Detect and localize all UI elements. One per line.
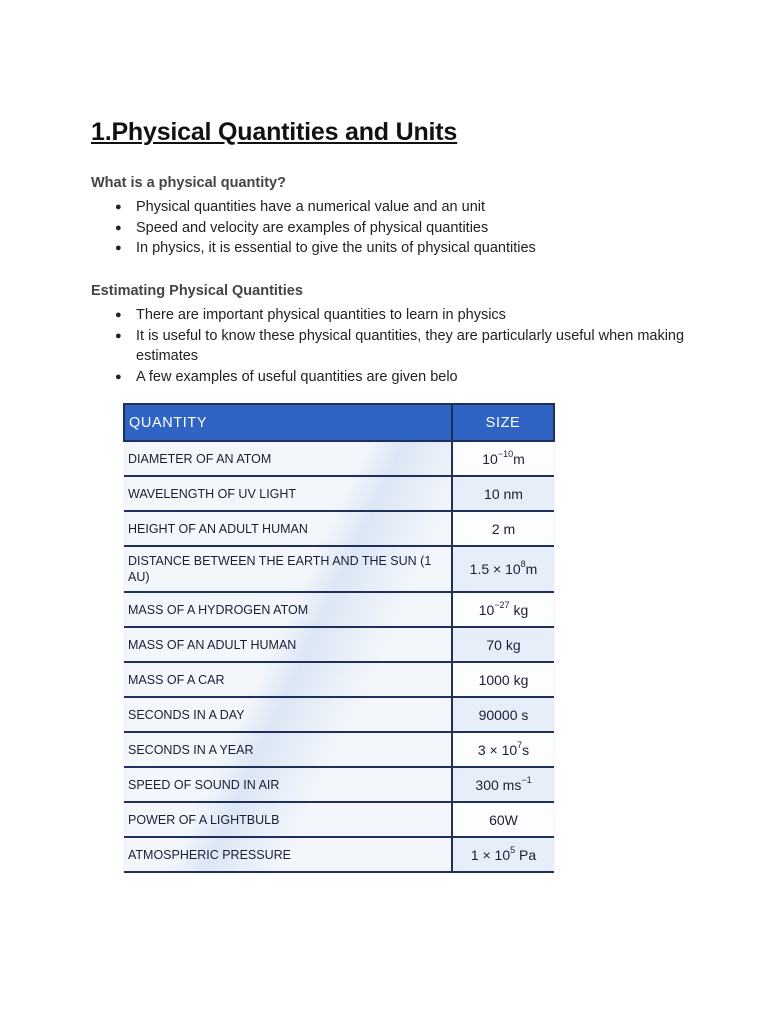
table-header-row — [124, 404, 554, 441]
cell-size — [452, 441, 554, 476]
table-row — [124, 802, 554, 837]
list-item — [91, 218, 691, 239]
table-row — [124, 627, 554, 662]
table-row — [124, 476, 554, 511]
cell-quantity: POWER OF A LIGHTBULB — [124, 802, 452, 837]
size-exponent: 8 — [520, 559, 526, 569]
cell-quantity: ATMOSPHERIC PRESSURE — [124, 837, 452, 872]
bullet-icon: ● — [115, 201, 122, 213]
size-exponent: 7 — [517, 739, 523, 750]
cell-quantity: WAVELENGTH OF UV LIGHT — [124, 476, 452, 511]
size-base: 2 m — [491, 520, 516, 537]
cell-size — [452, 662, 554, 697]
list-item — [91, 367, 691, 388]
size-unit: m — [513, 450, 525, 467]
section-heading-estimating: Estimating Physical Quantities — [91, 283, 303, 299]
size-exponent: −10 — [497, 448, 514, 459]
cell-quantity: SPEED OF SOUND IN AIR — [124, 767, 452, 802]
cell-quantity: MASS OF A CAR — [124, 662, 452, 697]
table-row — [124, 767, 554, 802]
size-unit: kg — [509, 601, 529, 618]
list-item-text: It is useful to know these physical quantities, they are particularly useful when making estimates — [136, 327, 685, 364]
list-item — [91, 238, 691, 259]
list-item — [91, 305, 691, 326]
list-item-text: In physics, it is essential to give the units of physical quantities — [136, 240, 536, 256]
size-base: 300 ms — [475, 776, 522, 793]
size-base: 1000 kg — [478, 671, 529, 688]
table-row — [124, 837, 554, 872]
bullet-icon: ● — [115, 309, 122, 321]
table-row — [124, 732, 554, 767]
list-item-text: Physical quantities have a numerical value and an unit — [136, 199, 486, 215]
size-base: 10 — [482, 450, 498, 467]
cell-size — [452, 732, 554, 767]
size-base: 1.5 × 10 — [469, 561, 521, 577]
cell-size — [452, 627, 554, 662]
size-base: 10 — [478, 601, 495, 618]
list-item — [91, 197, 691, 218]
cell-size — [452, 592, 554, 627]
size-unit: s — [522, 741, 530, 758]
size-base: 70 kg — [486, 636, 521, 653]
cell-quantity: SECONDS IN A YEAR — [124, 732, 452, 767]
bullet-icon: ● — [115, 221, 122, 234]
cell-size — [452, 476, 554, 511]
header-size: SIZE — [452, 404, 554, 441]
size-base: 60W — [489, 811, 518, 828]
cell-quantity: SECONDS IN A DAY — [124, 697, 452, 732]
bullet-icon: ● — [115, 329, 122, 342]
bullet-icon: ● — [115, 242, 122, 254]
size-exponent: −27 — [494, 599, 510, 610]
size-base: 1 × 10 — [470, 846, 511, 863]
page-title: 1.Physical Quantities and Units — [91, 118, 458, 146]
table-row — [124, 546, 554, 592]
cell-size — [452, 511, 554, 546]
cell-size — [452, 802, 554, 837]
table-row — [124, 441, 554, 476]
size-unit: Pa — [515, 846, 537, 863]
size-exponent: 5 — [510, 844, 516, 855]
cell-size — [452, 837, 554, 872]
list-item — [91, 326, 691, 367]
cell-quantity: HEIGHT OF AN ADULT HUMAN — [124, 511, 452, 546]
quantities-table — [123, 403, 555, 873]
cell-size — [452, 697, 554, 732]
cell-quantity: MASS OF A HYDROGEN ATOM — [124, 592, 452, 627]
header-quantity: QUANTITY — [124, 404, 452, 441]
size-base: 3 × 10 — [477, 741, 518, 758]
section-heading-physical-quantity: What is a physical quantity? — [91, 175, 286, 191]
bullet-list-physical-quantity — [91, 197, 691, 259]
list-item-text: There are important physical quantities to learn in physics — [136, 307, 506, 323]
cell-size — [452, 546, 554, 592]
cell-size — [452, 767, 554, 802]
list-item-text: A few examples of useful quantities are given belo — [136, 368, 458, 385]
list-item-text: Speed and velocity are examples of physical quantities — [136, 219, 489, 236]
cell-quantity: DISTANCE BETWEEN THE EARTH AND THE SUN (1 AU) — [124, 546, 452, 592]
size-unit: m — [525, 561, 538, 577]
size-base: 10 nm — [484, 485, 523, 502]
cell-quantity: MASS OF AN ADULT HUMAN — [124, 627, 452, 662]
bullet-icon: ● — [115, 370, 122, 383]
table-row — [124, 697, 554, 732]
table-row — [124, 592, 554, 627]
size-base: 90000 s — [478, 706, 529, 723]
table-row — [124, 662, 554, 697]
bullet-list-estimating — [91, 305, 691, 387]
cell-quantity: DIAMETER OF AN ATOM — [124, 441, 452, 476]
size-exponent: −1 — [521, 774, 532, 785]
table-row — [124, 511, 554, 546]
